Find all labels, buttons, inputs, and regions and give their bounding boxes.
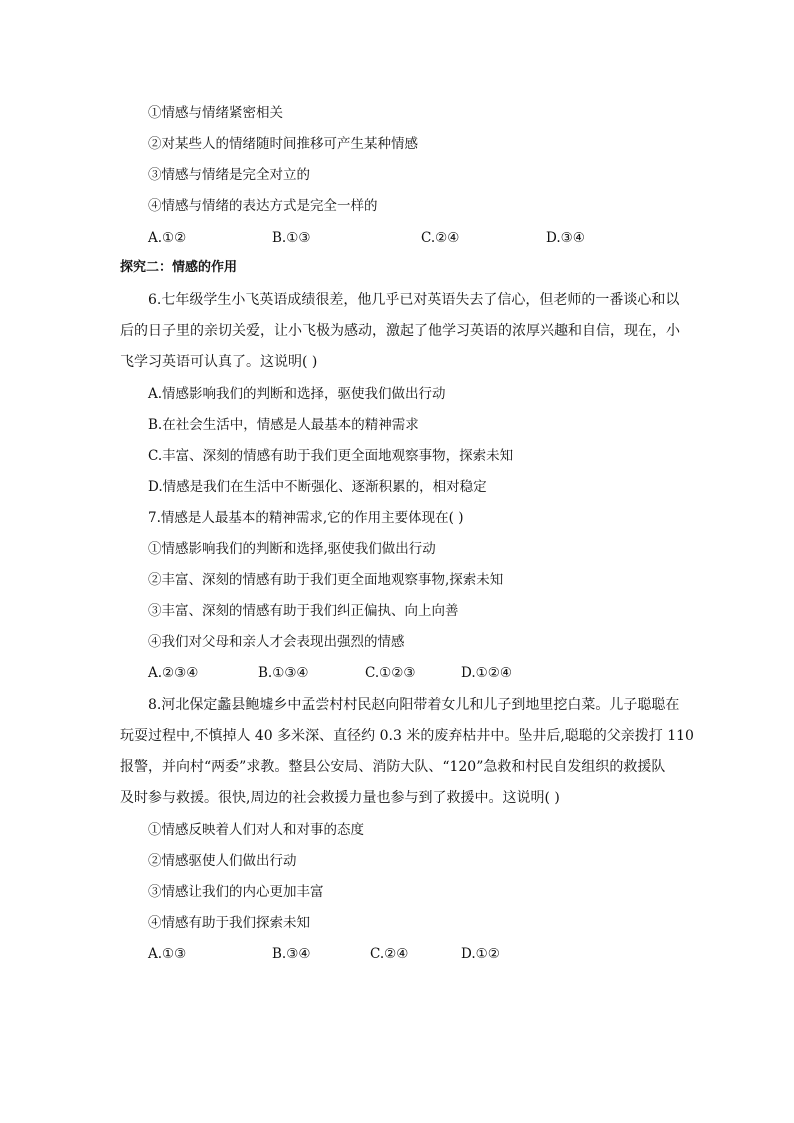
q7-item-4: ④我们对父母和亲人才会表现出强烈的情感 <box>148 634 405 650</box>
q6-option-d[interactable]: D.情感是我们在生活中不断强化、逐渐积累的，相对稳定 <box>148 479 487 495</box>
q8-stem-line-1: 8.河北保定蠡县鲍墟乡中孟尝村村民赵向阳带着女儿和儿子到地里挖白菜。儿子聪聪在 <box>148 697 680 713</box>
q5-item-2: ②对某些人的情绪随时间推移可产生某种情感 <box>148 136 418 152</box>
q5-option-a[interactable]: A.①② <box>148 230 187 246</box>
q7-stem: 7.情感是人最基本的精神需求,它的作用主要体现在( ) <box>148 510 464 526</box>
q8-item-4: ④情感有助于我们探索未知 <box>148 915 310 931</box>
q6-stem-line-3: 飞学习英语可认真了。这说明( ) <box>120 354 318 370</box>
q7-options <box>0 663 794 683</box>
q7-option-a[interactable]: A.②③④ <box>148 665 199 681</box>
q5-options <box>0 228 794 248</box>
q5-item-1: ①情感与情绪紧密相关 <box>148 105 283 121</box>
q8-options <box>0 944 794 964</box>
q6-option-c[interactable]: C.丰富、深刻的情感有助于我们更全面地观察事物，探索未知 <box>148 448 514 464</box>
q7-option-c[interactable]: C.①②③ <box>365 665 416 681</box>
q8-option-b[interactable]: B.③④ <box>272 946 311 962</box>
q8-item-3: ③情感让我们的内心更加丰富 <box>148 884 324 900</box>
q8-item-1: ①情感反映着人们对人和对事的态度 <box>148 822 364 838</box>
q8-option-c[interactable]: C.②④ <box>370 946 409 962</box>
section-heading: 探究二：情感的作用 <box>120 260 238 275</box>
q7-item-2: ②丰富、深刻的情感有助于我们更全面地观察事物,探索未知 <box>148 572 504 588</box>
q6-option-b[interactable]: B.在社会生活中，情感是人最基本的精神需求 <box>148 417 419 433</box>
q5-option-d[interactable]: D.③④ <box>546 230 585 246</box>
q5-item-3: ③情感与情绪是完全对立的 <box>148 167 310 183</box>
q6-stem-line-2: 后的日子里的亲切关爱，让小飞极为感动，激起了他学习英语的浓厚兴趣和自信，现在，小 <box>120 323 680 339</box>
q8-stem-line-2: 玩耍过程中,不慎掉人 40 多米深、直径约 0.3 米的废弃枯井中。坠井后,聪聪的父亲拨打 110 <box>120 728 694 744</box>
q5-item-4: ④情感与情绪的表达方式是完全一样的 <box>148 198 378 214</box>
q8-item-2: ②情感驱使人们做出行动 <box>148 853 297 869</box>
q8-option-d[interactable]: D.①② <box>461 946 500 962</box>
q7-item-3: ③丰富、深刻的情感有助于我们纠正偏执、向上向善 <box>148 603 459 619</box>
q8-stem-line-3: 报警，并向村“两委”求教。整县公安局、消防大队、“120”急救和村民自发组织的救援队 <box>120 759 666 775</box>
q5-option-b[interactable]: B.①③ <box>272 230 311 246</box>
q8-option-a[interactable]: A.①③ <box>148 946 187 962</box>
q8-stem-line-4: 及时参与救援。很快,周边的社会救援力量也参与到了救援中。这说明( ) <box>120 790 560 806</box>
q7-option-b[interactable]: B.①③④ <box>258 665 309 681</box>
q7-item-1: ①情感影响我们的判断和选择,驱使我们做出行动 <box>148 541 436 557</box>
q6-option-a[interactable]: A.情感影响我们的判断和选择，驱使我们做出行动 <box>148 386 446 402</box>
q6-stem-line-1: 6.七年级学生小飞英语成绩很差，他几乎已对英语失去了信心，但老师的一番谈心和以 <box>148 292 680 308</box>
q7-option-d[interactable]: D.①②④ <box>461 665 512 681</box>
q5-option-c[interactable]: C.②④ <box>421 230 460 246</box>
